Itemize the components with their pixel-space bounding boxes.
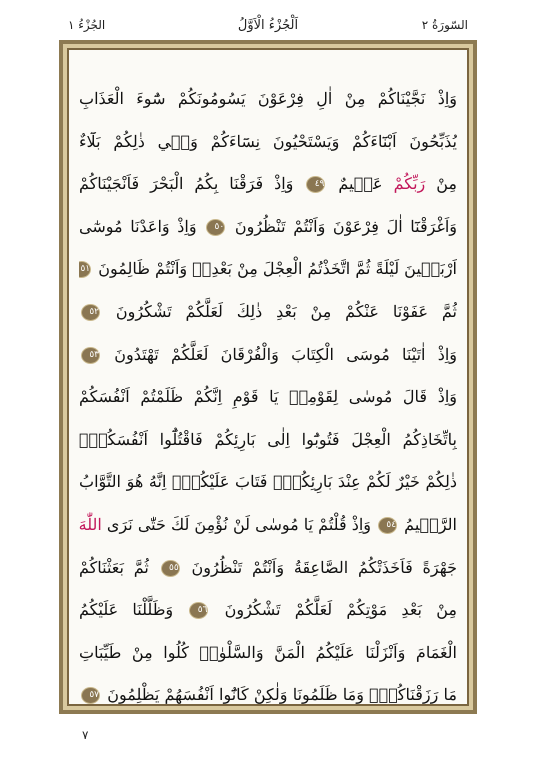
verse-text: وَاِذْ قَالَ مُوسٰى لِقَوْمِهٖ يَا قَوْمِ اِنَّكُمْ ظَلَمْتُمْ اَنْفُسَكُمْ [79,387,457,407]
verse-text: وَاِذْ قُلْتُمْ يَا مُوسٰى لَنْ نُؤْمِنَ لَكَ حَتّٰى نَرَى [101,514,377,534]
verse-text: اَرْبَعٖينَ لَيْلَةً ثُمَّ اتَّخَذْتُمُ الْعِجْلَ مِنْ بَعْدِهٖ وَاَنْتُمْ ظَالِمُونَ [93,259,457,279]
verse-text: ثُمَّ بَعَثْنَاكُمْ [79,557,159,577]
verse-text: وَاِذْ اٰتَيْنَا مُوسَى الْكِتَابَ وَالْفُرْقَانَ لَعَلَّكُمْ تَهْتَدُونَ [102,344,457,364]
verse-line [79,589,457,632]
surah-label: السّورَةُ ٢ [421,18,468,32]
ayah-marker-icon: ٥٧ [82,688,99,703]
verse-line [79,419,457,462]
verse-line [79,461,457,504]
verse-text: بِاتِّخَاذِكُمُ الْعِجْلَ فَتُوبُٓوا اِلٰى بَارِئِكُمْ فَاقْتُلُٓوا اَنْفُسَكُمْۜ [79,429,457,449]
verse-text: وَاِذْ فَرَقْنَا بِكُمُ الْبَحْرَ فَاَنْجَيْنَاكُمْ [79,174,305,194]
page-frame [59,40,477,714]
page-header [68,18,468,38]
verse-line [79,632,457,675]
ayah-marker-icon: ٥٢ [82,305,99,320]
divine-name-text: اللّٰهَ [79,514,102,534]
ayah-marker-icon: ٤٩ [307,177,324,192]
verse-text: وَاِذْ وَاعَدْنَا مُوسٰٓى [79,216,205,236]
divine-name-text: رَبِّكُمْ [393,174,426,194]
verse-line [79,206,457,249]
verse-line [79,547,457,590]
text-page [69,50,467,704]
verse-text: يُذَبِّحُونَ اَبْنَٓاءَكُمْ وَيَسْتَحْيُونَ نِسَٓاءَكُمْ وَفٖي ذٰلِكُمْ بَلَٓاءٌ [79,131,457,151]
frame-border-dark [67,48,469,706]
verse-line [79,674,457,717]
verse-text: مِنْ [425,174,457,194]
verse-line [79,376,457,419]
ayah-marker-icon: ٥٦ [190,603,207,618]
verse-text: الرَّحٖيمُ [399,514,457,534]
ayah-marker-icon: ٥١ [79,262,90,277]
ayah-marker-icon: ٥٠ [207,220,224,235]
verse-text: مَا رَزَقْنَاكُمْۜ وَمَا ظَلَمُونَا وَلٰكِنْ كَانُٓوا اَنْفُسَهُمْ يَظْلِمُونَ [102,685,457,705]
verse-text: وَاِذْ نَجَّيْنَاكُمْ مِنْ اٰلِ فِرْعَوْنَ يَسُومُونَكُمْ سُٓوءَ الْعَذَابِ [79,89,457,108]
frame-border-light [63,44,473,710]
verse-lines [79,78,457,717]
verse-line [79,78,457,121]
verse-line [79,248,457,291]
verse-text: ذٰلِكُمْ خَيْرٌ لَكُمْ عِنْدَ بَارِئِكُمْۜ فَتَابَ عَلَيْكُمْۜ اِنَّهُ هُوَ التَّوَّابُ [79,472,457,492]
verse-text: الْغَمَامَ وَاَنْزَلْنَا عَلَيْكُمُ الْمَنَّ وَالسَّلْوٰىۜ كُلُوا مِنْ طَيِّبَاتِ [79,642,457,662]
ayah-marker-icon: ٥٤ [379,518,396,533]
juz-number: الجُزْءُ ١ [68,18,106,32]
verse-line [79,121,457,164]
verse-text: عَظٖيمٌ [327,174,394,194]
verse-line [79,163,457,206]
verse-text: وَظَلَّلْنَا عَلَيْكُمُ [79,600,188,620]
verse-line [79,291,457,334]
page-number: ٧ [82,728,89,742]
ayah-marker-icon: ٥٣ [82,348,99,363]
verse-text: وَاَغْرَقْنَٓا اٰلَ فِرْعَوْنَ وَاَنْتُمْ تَنْظُرُونَ [227,216,457,236]
juz-title: اَلْجُزْءُ الْاَوَّلُ [237,18,299,33]
verse-line [79,504,457,547]
verse-line [79,334,457,377]
verse-text: ثُمَّ عَفَوْنَا عَنْكُمْ مِنْ بَعْدِ ذٰلِكَ لَعَلَّكُمْ تَشْكُرُونَ [102,301,457,321]
verse-text: جَهْرَةً فَاَخَذَتْكُمُ الصَّاعِقَةُ وَاَنْتُمْ تَنْظُرُونَ [181,557,457,577]
ayah-marker-icon: ٥٥ [162,561,179,576]
verse-text: مِنْ بَعْدِ مَوْتِكُمْ لَعَلَّكُمْ تَشْكُرُونَ [210,600,457,620]
